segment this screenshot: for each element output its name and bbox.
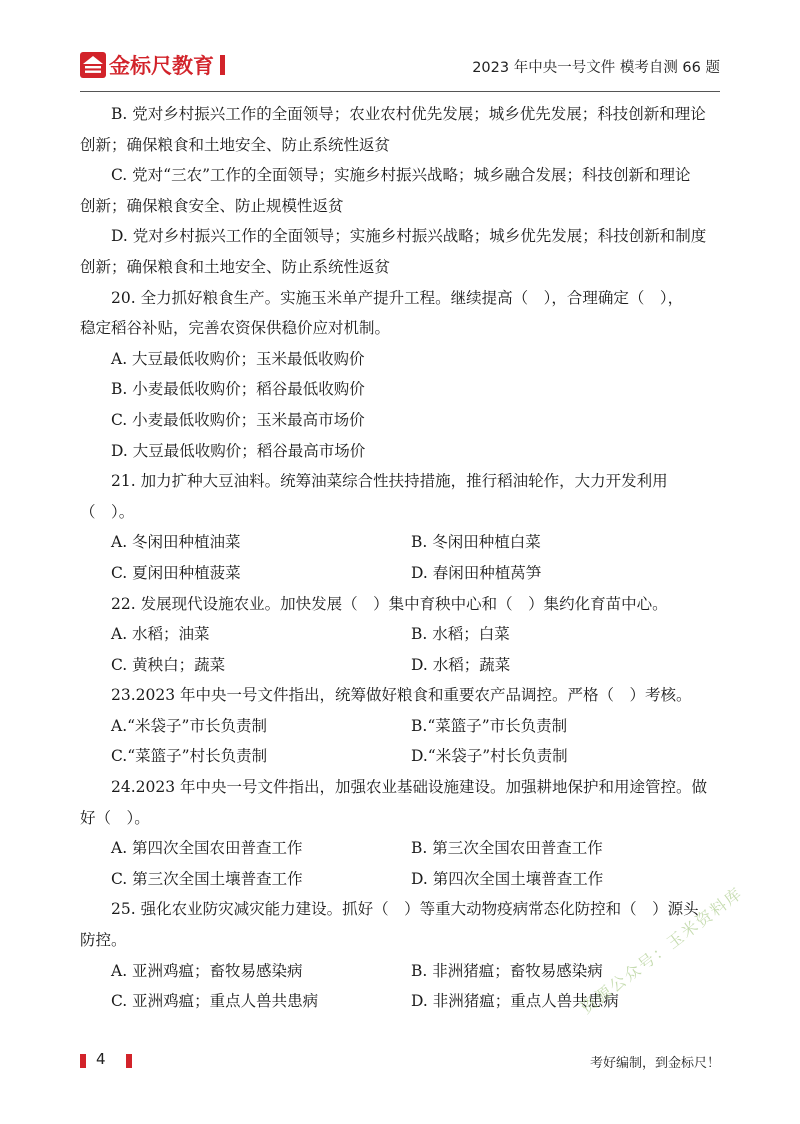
q24-stem-line1: 24.2023 年中央一号文件指出，加强农业基础设施建设。加强耕地保护和用途管控。做	[111, 778, 708, 797]
watermark-text: 资源公众号：玉米资料库	[576, 883, 747, 1018]
q23-option-b: B.“菜篮子”市长负责制	[411, 716, 568, 735]
q25-stem-line2: 防控。	[80, 931, 127, 950]
q25-stem-line1: 25. 强化农业防灾减灾能力建设。抓好（ ）等重大动物疫病常态化防控和（ ）源头	[111, 900, 699, 919]
q19-option-d-line1: D. 党对乡村振兴工作的全面领导；实施乡村振兴战略；城乡优先发展；科技创新和制度	[111, 227, 707, 246]
q21-option-d: D. 春闲田种植莴笋	[411, 563, 542, 582]
q19-option-d-line2: 创新；确保粮食和土地安全、防止系统性返贫	[80, 257, 391, 276]
q24-options-row2	[80, 864, 720, 895]
q21-options-row1	[80, 527, 720, 558]
footer-right-mark	[126, 1054, 132, 1068]
page-footer	[0, 1040, 800, 1080]
brand-logo	[80, 50, 225, 80]
q22-option-c: C. 黄秧白；蔬菜	[111, 655, 226, 674]
q24-option-a: A. 第四次全国农田普查工作	[111, 839, 303, 858]
q21-option-a: A. 冬闲田种植油菜	[111, 533, 241, 552]
brand-bar	[220, 55, 225, 75]
q24-option-b: B. 第三次全国农田普查工作	[411, 839, 603, 858]
footer-left-mark	[80, 1054, 86, 1068]
brand-logo-icon	[80, 52, 106, 78]
q22-options-row2	[80, 650, 720, 681]
header-divider	[80, 91, 720, 92]
page-number: 4	[96, 1050, 106, 1068]
q20-option-c: C. 小麦最低收购价；玉米最高市场价	[111, 410, 365, 429]
q20-option-d: D. 大豆最低收购价；稻谷最高市场价	[111, 441, 366, 460]
page-header	[0, 0, 800, 92]
q20-option-b: B. 小麦最低收购价；稻谷最低收购价	[111, 380, 365, 399]
q22-option-d: D. 水稻；蔬菜	[411, 655, 511, 674]
q21-stem-line2: （ ）。	[80, 502, 135, 521]
q25-option-d: D. 非洲猪瘟；重点人兽共患病	[411, 992, 619, 1011]
q20-option-a: A. 大豆最低收购价；玉米最低收购价	[111, 349, 365, 368]
q23-options-row1	[80, 711, 720, 742]
q19-option-c-line2: 创新；确保粮食安全、防止规模性返贫	[80, 196, 344, 215]
q24-stem-line2: 好（ ）。	[80, 808, 150, 827]
brand-name: 金标尺教育	[109, 54, 214, 78]
q20-stem-line1: 20. 全力抓好粮食生产。实施玉米单产提升工程。继续提高（ ），合理确定（ ），	[111, 288, 684, 307]
q21-option-c: C. 夏闲田种植菠菜	[111, 563, 241, 582]
q19-option-b-line1: B. 党对乡村振兴工作的全面领导；农业农村优先发展；城乡优先发展；科技创新和理论	[111, 105, 706, 123]
q22-options-row1	[80, 619, 720, 650]
q24-option-d: D. 第四次全国土壤普查工作	[411, 869, 604, 888]
q25-option-b: B. 非洲猪瘟；畜牧易感染病	[411, 961, 603, 980]
q22-option-b: B. 水稻；白菜	[411, 625, 510, 644]
q22-option-a: A. 水稻；油菜	[111, 625, 210, 644]
q23-option-a: A.“米袋子”市长负责制	[111, 716, 267, 735]
document-title: 2023 年中央一号文件 模考自测 66 题	[472, 60, 720, 76]
q25-option-c: C. 亚洲鸡瘟；重点人兽共患病	[111, 992, 319, 1011]
q21-stem-line1: 21. 加力扩种大豆油料。统筹油菜综合性扶持措施，推行稻油轮作，大力开发利用	[111, 472, 668, 491]
footer-slogan: 考好编制，到金标尺！	[589, 1056, 720, 1071]
q25-option-a: A. 亚洲鸡瘟；畜牧易感染病	[111, 961, 303, 980]
q22-stem: 22. 发展现代设施农业。加快发展（ ）集中育秧中心和（ ）集约化育苗中心。	[111, 594, 668, 613]
q24-options-row1	[80, 833, 720, 864]
q23-stem: 23.2023 年中央一号文件指出，统筹做好粮食和重要农产品调控。严格（ ）考核。	[111, 686, 692, 705]
q19-option-c-line1: C. 党对“三农”工作的全面领导；实施乡村振兴战略；城乡融合发展；科技创新和理论	[111, 166, 691, 185]
q20-stem-line2: 稳定稻谷补贴，完善农资保供稳价应对机制。	[80, 319, 391, 338]
page-content	[80, 99, 720, 1017]
q19-option-b-line2: 创新；确保粮食和土地安全、防止系统性返贫	[80, 135, 391, 154]
q21-option-b: B. 冬闲田种植白菜	[411, 533, 541, 552]
q23-option-d: D.“米袋子”村长负责制	[411, 747, 568, 766]
q23-option-c: C.“菜篮子”村长负责制	[111, 747, 268, 766]
q23-options-row2	[80, 741, 720, 772]
q21-options-row2	[80, 558, 720, 589]
q24-option-c: C. 第三次全国土壤普查工作	[111, 869, 303, 888]
